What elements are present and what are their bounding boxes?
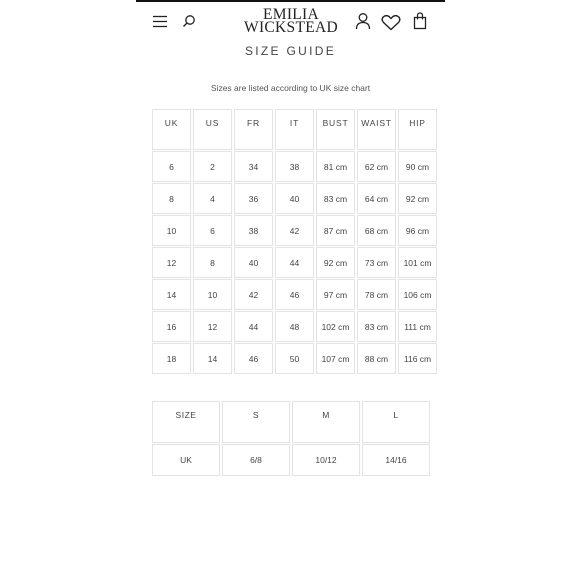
table-row	[152, 183, 437, 214]
column-header: S	[222, 401, 290, 443]
column-header: M	[292, 401, 360, 443]
table-cell: 116 cm	[398, 343, 437, 374]
table-cell: 46	[234, 343, 273, 374]
table-cell: 81 cm	[316, 151, 355, 182]
table-row	[152, 343, 437, 374]
column-header: IT	[275, 109, 314, 150]
table-cell: 46	[275, 279, 314, 310]
table-cell: 42	[275, 215, 314, 246]
table-cell: 83 cm	[357, 311, 396, 342]
table-cell: 102 cm	[316, 311, 355, 342]
brand-logo[interactable]	[236, 8, 346, 34]
table-cell: 12	[152, 247, 191, 278]
table-row	[152, 279, 437, 310]
table-cell: 78 cm	[357, 279, 396, 310]
table-row	[152, 151, 437, 182]
table-cell: 97 cm	[316, 279, 355, 310]
table-cell: 34	[234, 151, 273, 182]
table-cell: 87 cm	[316, 215, 355, 246]
table-cell: 12	[193, 311, 232, 342]
letter-size-table	[150, 400, 432, 477]
table-row	[152, 215, 437, 246]
table-row	[152, 311, 437, 342]
table-cell: 111 cm	[398, 311, 437, 342]
account-icon[interactable]	[355, 12, 371, 30]
table-cell: 6	[152, 151, 191, 182]
table-cell: 92 cm	[398, 183, 437, 214]
table-cell: 101 cm	[398, 247, 437, 278]
column-header: UK	[152, 109, 191, 150]
table-cell: 68 cm	[357, 215, 396, 246]
table-cell: 8	[152, 183, 191, 214]
table-cell: 44	[275, 247, 314, 278]
table-cell: 50	[275, 343, 314, 374]
top-border	[136, 0, 445, 2]
shopping-bag-icon[interactable]	[413, 12, 427, 30]
table-cell: 40	[234, 247, 273, 278]
table-cell: 64 cm	[357, 183, 396, 214]
table-cell: 106 cm	[398, 279, 437, 310]
table-cell: 96 cm	[398, 215, 437, 246]
table-row	[152, 247, 437, 278]
table-cell: 16	[152, 311, 191, 342]
column-header: SIZE	[152, 401, 220, 443]
table-row	[152, 444, 430, 476]
table-cell: 38	[275, 151, 314, 182]
table-cell: 36	[234, 183, 273, 214]
size-chart-note: Sizes are listed according to UK size chart	[210, 83, 371, 93]
table-cell: 14/16	[362, 444, 430, 476]
column-header: BUST	[316, 109, 355, 150]
measurements-table	[150, 108, 439, 375]
search-icon[interactable]	[182, 14, 196, 28]
column-header: WAIST	[357, 109, 396, 150]
table-cell: 2	[193, 151, 232, 182]
table-cell: 92 cm	[316, 247, 355, 278]
table-cell: 14	[152, 279, 191, 310]
table-cell: 8	[193, 247, 232, 278]
brand-line-1: EMILIA	[262, 6, 320, 23]
table-cell: 18	[152, 343, 191, 374]
wishlist-heart-icon[interactable]	[381, 14, 401, 31]
column-header: L	[362, 401, 430, 443]
size-guide-page	[136, 0, 445, 580]
page-title: SIZE GUIDE	[244, 44, 336, 58]
table-cell: 48	[275, 311, 314, 342]
table-header-row	[152, 401, 430, 443]
table-cell: 44	[234, 311, 273, 342]
table-cell: 42	[234, 279, 273, 310]
brand-line-2: WICKSTEAD	[244, 19, 338, 36]
table-cell: 40	[275, 183, 314, 214]
table-cell: 38	[234, 215, 273, 246]
table-cell: 107 cm	[316, 343, 355, 374]
table-cell: UK	[152, 444, 220, 476]
table-cell: 10	[152, 215, 191, 246]
table-cell: 90 cm	[398, 151, 437, 182]
table-cell: 83 cm	[316, 183, 355, 214]
column-header: FR	[234, 109, 273, 150]
column-header: HIP	[398, 109, 437, 150]
menu-icon[interactable]	[152, 15, 168, 28]
table-cell: 6	[193, 215, 232, 246]
table-cell: 88 cm	[357, 343, 396, 374]
table-cell: 10/12	[292, 444, 360, 476]
column-header: US	[193, 109, 232, 150]
table-cell: 73 cm	[357, 247, 396, 278]
table-cell: 10	[193, 279, 232, 310]
table-cell: 6/8	[222, 444, 290, 476]
table-cell: 62 cm	[357, 151, 396, 182]
table-header-row	[152, 109, 437, 150]
table-cell: 4	[193, 183, 232, 214]
table-cell: 14	[193, 343, 232, 374]
